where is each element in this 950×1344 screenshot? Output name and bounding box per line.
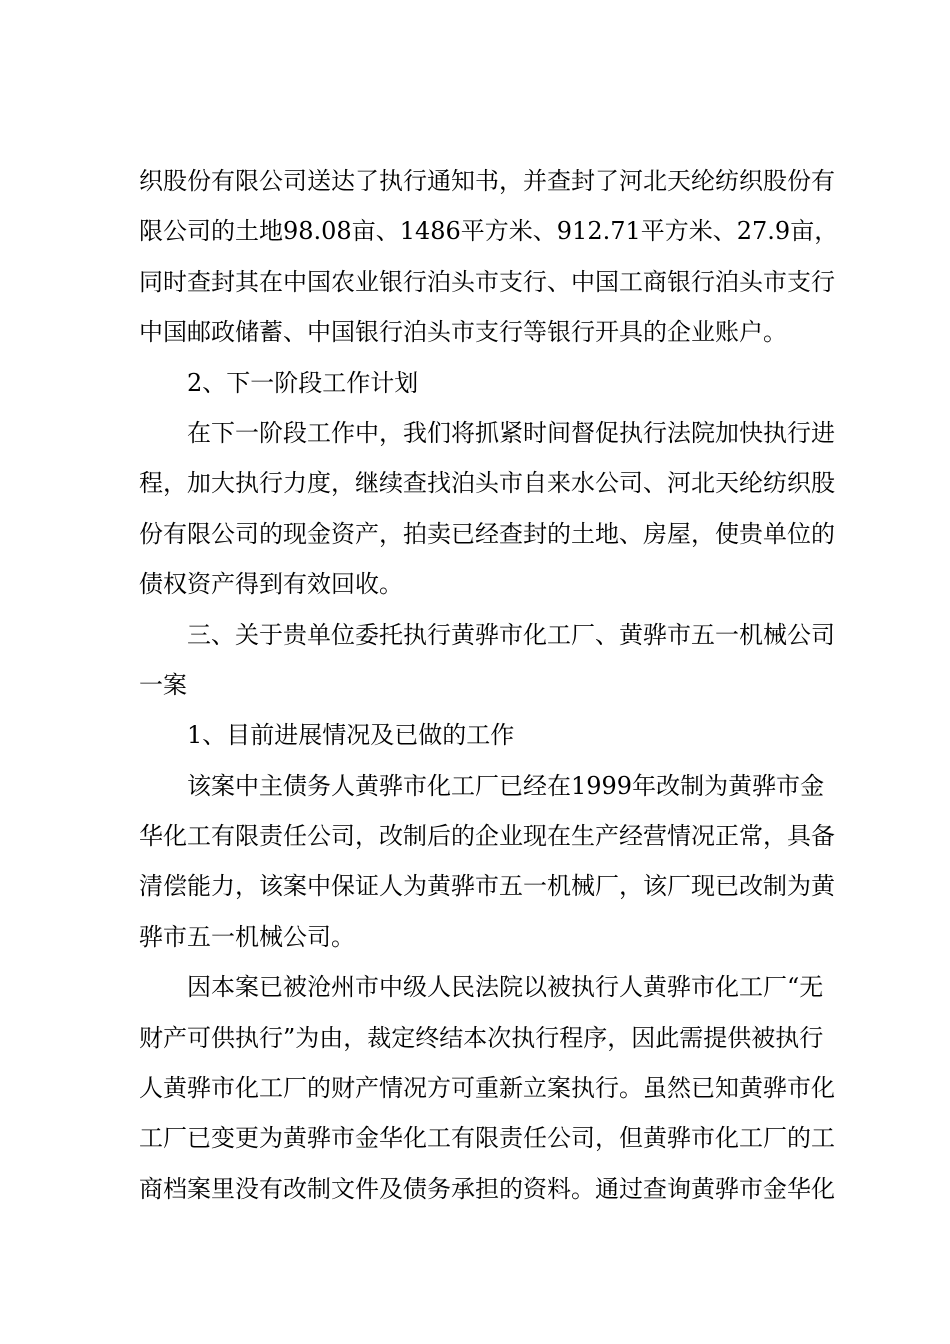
text-line: 华化工有限责任公司，改制后的企业现在生产经营情况正常，具备: [139, 822, 835, 851]
section-heading: 三、关于贵单位委托执行黄骅市化工厂、黄骅市五一机械公司: [187, 620, 835, 649]
section-heading: 1、目前进展情况及已做的工作: [187, 721, 515, 750]
text-line: 织股份有限公司送达了执行通知书，并查封了河北天纶纺织股份有: [139, 167, 835, 195]
section-heading: 2、下一阶段工作计划: [187, 368, 419, 397]
text-line: 债权资产得到有效回收。: [139, 570, 403, 599]
text-line: 中国邮政储蓄、中国银行泊头市支行等银行开具的企业账户。: [139, 318, 787, 347]
text-line: 财产可供执行”为由，裁定终结本次执行程序，因此需提供被执行: [139, 1023, 824, 1052]
text-line: 限公司的土地98.08亩、1486平方米、912.71平方米、27.9亩，: [139, 217, 839, 246]
document-body: [139, 156, 839, 1214]
section-heading: 一案: [139, 670, 187, 699]
text-line: 清偿能力，该案中保证人为黄骅市五一机械厂，该厂现已改制为黄: [139, 872, 835, 901]
text-line: 程，加大执行力度，继续查找泊头市自来水公司、河北天纶纺织股: [139, 469, 835, 498]
text-line: 在下一阶段工作中，我们将抓紧时间督促执行法院加快执行进: [187, 418, 835, 447]
text-line: 骅市五一机械公司。: [139, 922, 355, 951]
text-line: 份有限公司的现金资产，拍卖已经查封的土地、房屋，使贵单位的: [139, 519, 835, 548]
text-line: 工厂已变更为黄骅市金华化工有限责任公司，但黄骅市化工厂的工: [139, 1124, 835, 1153]
text-line: 该案中主债务人黄骅市化工厂已经在1999年改制为黄骅市金: [187, 771, 825, 800]
text-line: 同时查封其在中国农业银行泊头市支行、中国工商银行泊头市支行: [139, 267, 835, 296]
text-line: 商档案里没有改制文件及债务承担的资料。通过查询黄骅市金华化: [139, 1174, 835, 1203]
text-line: 因本案已被沧州市中级人民法院以被执行人黄骅市化工厂“无: [187, 973, 824, 1002]
text-line: 人黄骅市化工厂的财产情况方可重新立案执行。虽然已知黄骅市化: [139, 1074, 835, 1103]
